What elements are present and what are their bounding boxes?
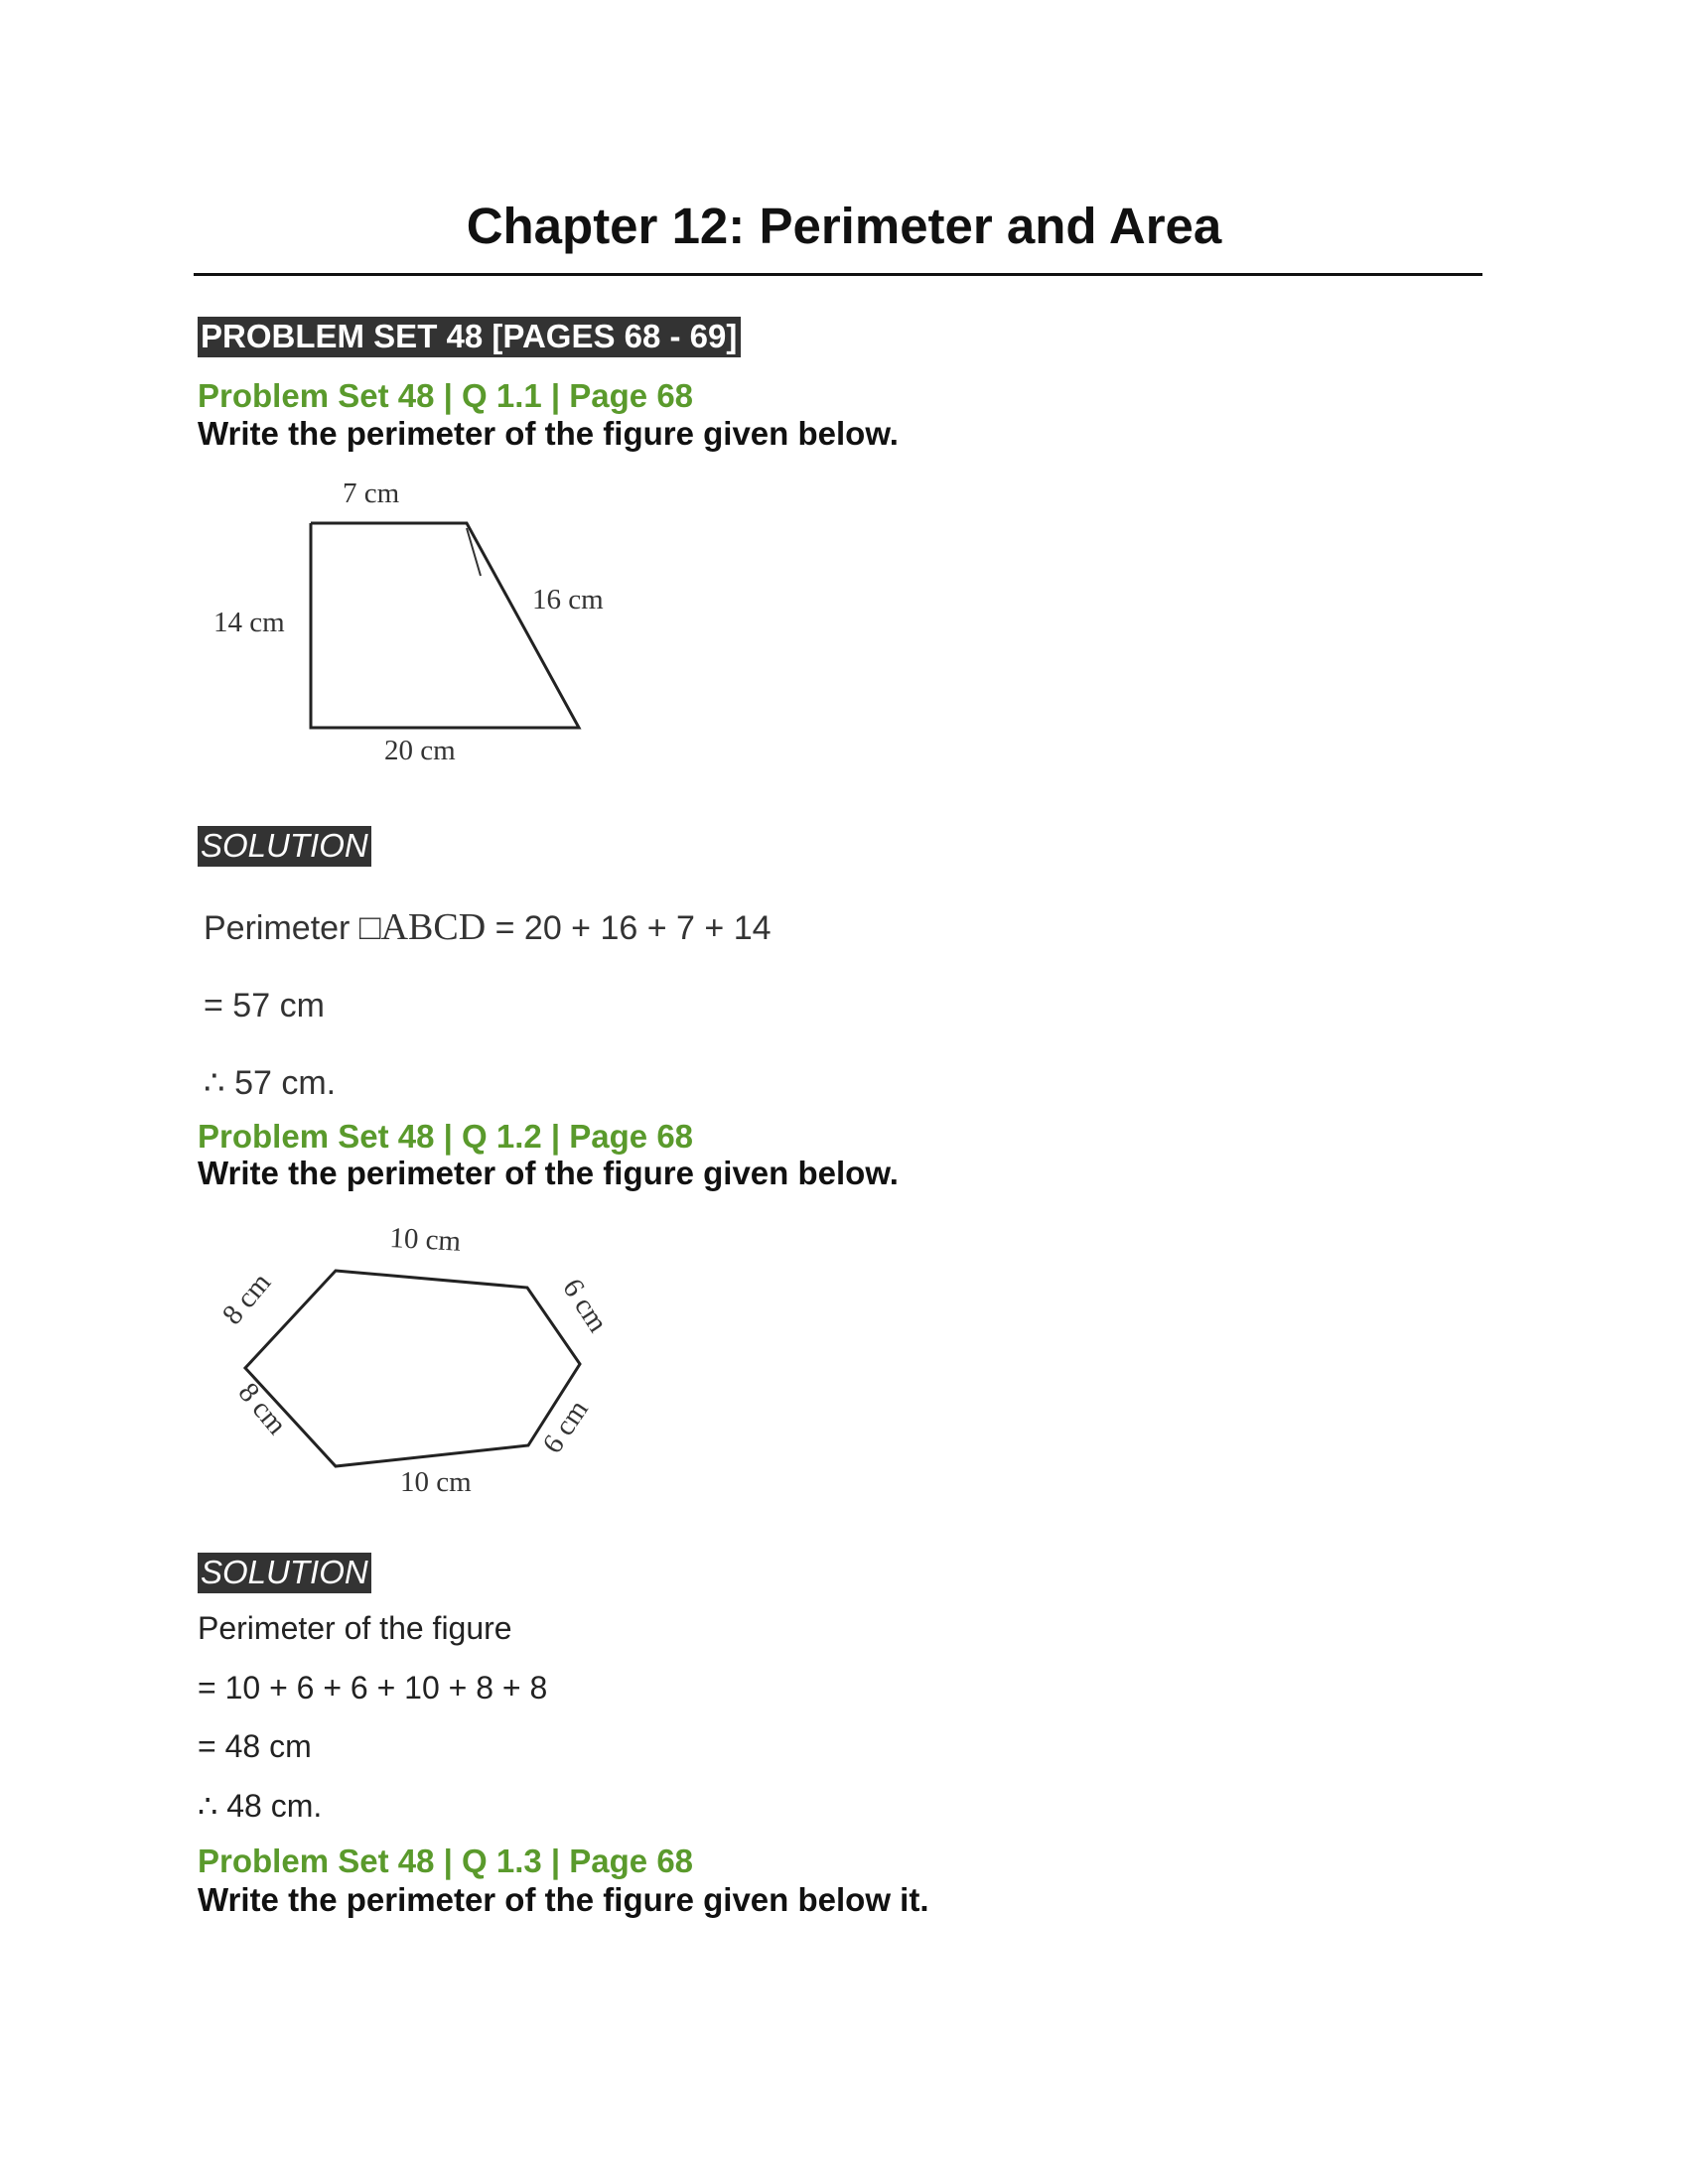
problem-set-header: PROBLEM SET 48 [PAGES 68 - 69] — [198, 317, 741, 357]
question-prompt-1-1: Write the perimeter of the figure given below. — [198, 415, 899, 452]
solution-1-1-line-1: Perimeter □ABCD = 20 + 16 + 7 + 14 — [204, 906, 772, 948]
solution-1-1-line-2: = 57 cm — [204, 987, 325, 1024]
question-heading-1-3: Problem Set 48 | Q 1.3 | Page 68 — [198, 1843, 694, 1879]
chapter-title: Chapter 12: Perimeter and Area — [466, 198, 1222, 254]
solution-badge-1-1: SOLUTION — [198, 826, 371, 867]
hexagon-outline — [245, 1271, 580, 1466]
solution-badge-1-2: SOLUTION — [198, 1553, 371, 1593]
figure-label-slant: 16 cm — [532, 584, 604, 615]
solution-1-1-line-3: ∴ 57 cm. — [204, 1064, 337, 1102]
figure-label-lower-right-edge: 6 cm — [536, 1394, 595, 1459]
figure-label-upper-right-edge: 6 cm — [556, 1273, 615, 1338]
question-heading-1-1: Problem Set 48 | Q 1.1 | Page 68 — [198, 377, 694, 414]
question-prompt-1-3: Write the perimeter of the figure given below it. — [198, 1881, 929, 1918]
figure-label-upper-left-edge: 8 cm — [215, 1267, 278, 1331]
solution-1-2-line-4: ∴ 48 cm. — [198, 1788, 323, 1824]
figure-label-lower-left-edge: 8 cm — [231, 1376, 293, 1441]
solution-1-2-line-1: Perimeter of the figure — [198, 1610, 512, 1646]
figure-label-top: 7 cm — [343, 478, 400, 509]
figure-label-left: 14 cm — [213, 607, 285, 638]
solution-1-2-line-3: = 48 cm — [198, 1728, 312, 1764]
solution-1-2-line-2: = 10 + 6 + 6 + 10 + 8 + 8 — [198, 1670, 548, 1706]
figure-label-bottom: 20 cm — [384, 735, 456, 766]
figure-label-top-edge: 10 cm — [388, 1222, 462, 1258]
figure-label-bottom-edge: 10 cm — [400, 1466, 472, 1498]
question-heading-1-2: Problem Set 48 | Q 1.2 | Page 68 — [198, 1118, 694, 1155]
question-prompt-1-2: Write the perimeter of the figure given below. — [198, 1155, 899, 1191]
